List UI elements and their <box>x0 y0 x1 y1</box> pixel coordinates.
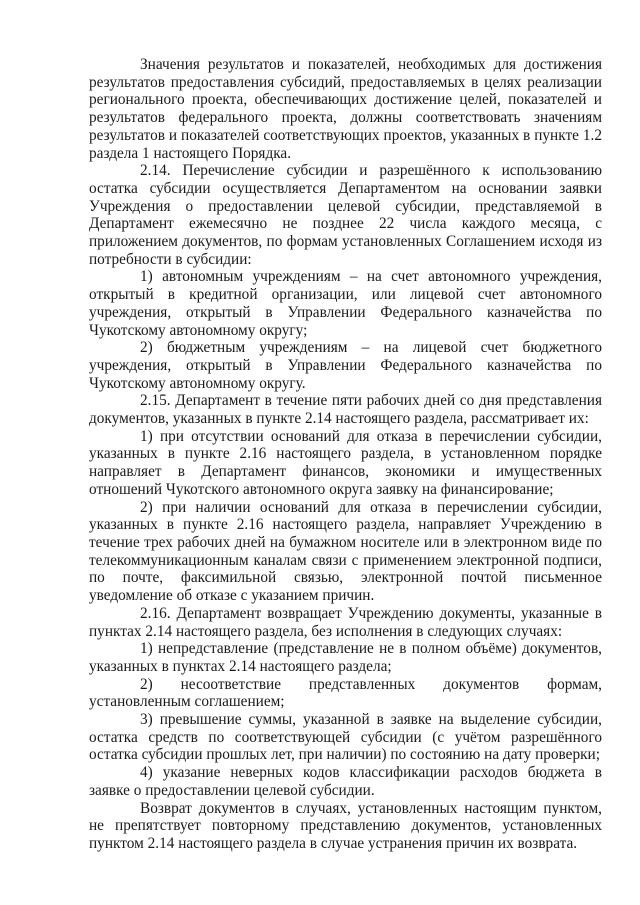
paragraph-2-14: 2.14. Перечисление субсидии и разрешённого к использованию остатка субсидии осуществляется Департаментом на основании заявки Учреждения о предоставлении целевой субсидии, представляемой в Департамент ежемесячно не позднее 22 числа каждого месяца, с приложением документов, по формам установленных Соглашением исходя из потребности в субсидии: <box>89 162 602 268</box>
paragraph-2-14-item-2: 2) бюджетным учреждениям – на лицевой счет бюджетного учреждения, открытый в Управлении Федерального казначейства по Чукотскому автономному округу. <box>89 339 602 392</box>
paragraph-2-16-item-4: 4) указание неверных кодов классификации расходов бюджета в заявке о предоставлении целевой субсидии. <box>89 764 602 799</box>
paragraph-return-of-documents: Возврат документов в случаях, установленных настоящим пунктом, не препятствует повторному представлению документов, установленных пунктом 2.14 настоящего раздела в случае устранения причин их возврата. <box>89 799 602 852</box>
paragraph-2-15: 2.15. Департамент в течение пяти рабочих дней со дня представления документов, указанных в пункте 2.14 настоящего раздела, рассматривает их: <box>89 392 602 428</box>
paragraph-2-16-item-1: 1) непредставление (представление не в полном объёме) документов, указанных в пунктах 2.14 настоящего раздела; <box>89 640 602 675</box>
paragraph-2-16: 2.16. Департамент возвращает Учреждению документы, указанные в пунктах 2.14 настоящего раздела, без исполнения в следующих случаях: <box>89 604 602 640</box>
paragraph-2-15-item-2: 2) при наличии оснований для отказа в перечислении субсидии, указанных в пункте 2.16 настоящего раздела, направляет Учреждению в течение трех рабочих дней на бумажном носителе или в электронном виде по телекоммуникационным каналам связи с применением электронной подписи, по почте, факсимильной связью, электронной почтой письменное уведомление об отказе с указанием причин. <box>89 498 602 605</box>
paragraph-2-14-item-1: 1) автономным учреждениям – на счет автономного учреждения, открытый в кредитной организации, или лицевой счет автономного учреждения, открытый в Управлении Федерального казначейства по Чукотскому автономному округу; <box>89 268 602 339</box>
paragraph-2-16-item-3: 3) превышение суммы, указанной в заявке на выделение субсидии, остатка средств по соответствующей субсидии (с учётом разрешённого остатка субсидии прошлых лет, при наличии) по состоянию на дату проверки; <box>89 711 602 764</box>
paragraph-2-16-item-2: 2) несоответствие представленных документов формам, установленным соглашением; <box>89 675 602 711</box>
paragraph-results-values: Значения результатов и показателей, необходимых для достижения результатов предоставления субсидий, предоставляемых в целях реализации регионального проекта, обеспечивающих достижение целей, показателей и результатов федерального проекта, должны соответствовать значениям результатов и показателей соответствующих проектов, указанных в пункте 1.2 раздела 1 настоящего Порядка. <box>89 56 602 162</box>
paragraph-2-15-item-1: 1) при отсутствии оснований для отказа в перечислении субсидии, указанных в пункте 2.16 настоящего раздела, в установленном порядке направляет в Департамент финансов, экономики и имущественных отношений Чукотского автономного округа заявку на финансирование; <box>89 427 602 498</box>
document-body <box>89 56 602 853</box>
